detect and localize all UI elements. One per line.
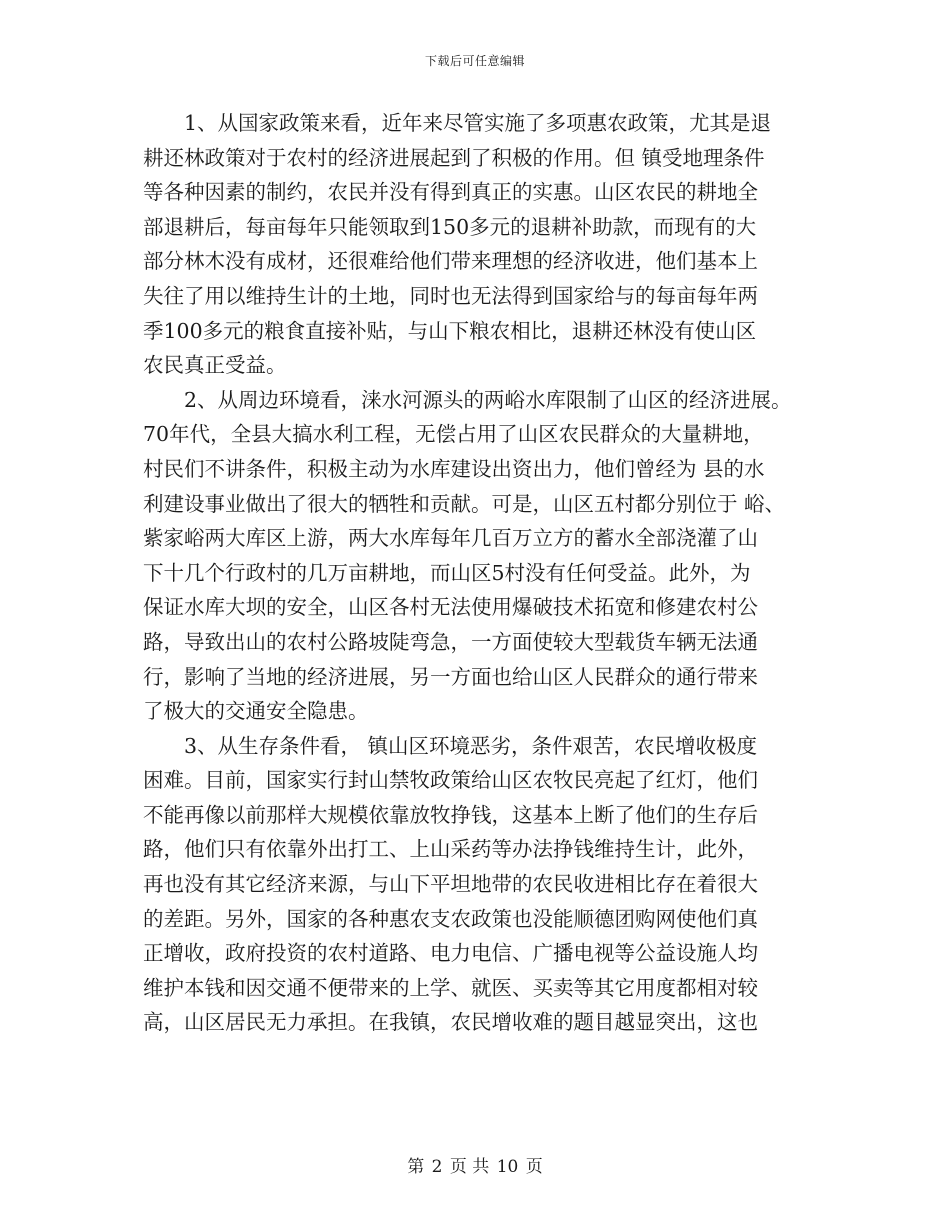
text-line: 失往了用以维持生计的土地，同时也无法得到国家给与的每亩每年两 [143,283,758,308]
text-line: 了极大的交通安全隐患。 [143,699,369,724]
paragraph-3 [143,729,803,1040]
text-line: 部分林木没有成材，还很难给他们带来理想的经济收进，他们基本上 [143,249,758,274]
text-line: 正增收，政府投资的农村道路、电力电信、广播电视等公益设施人均 [143,941,758,966]
text-line: 70年代，全县大搞水利工程，无偿占用了山区农民群众的大量耕地， [143,422,764,447]
footer-prefix: 第 [407,1157,425,1177]
text-line: 利建设事业做出了很大的牺牲和贡献。可是，山区五村都分别位于 峪、 [143,491,786,516]
text-line: 维护本钱和因交通不便带来的上学、就医、买卖等其它用度都相对较 [143,975,758,1000]
text-line: 农民真正受益。 [143,353,287,378]
text-line: 下十几个行政村的几万亩耕地，而山区5村没有任何受益。此外，为 [143,560,751,585]
text-line: 2、从周边环境看，涞水河源头的两峪水库限制了山区的经济进展。 [184,387,792,412]
paragraph-2 [143,383,803,729]
text-line: 保证水库大坝的安全，山区各村无法使用爆破技术拓宽和修建农村公 [143,595,758,620]
page-footer [0,1156,950,1178]
page-header: 下载后可任意编辑 [424,54,525,68]
text-line: 行，影响了当地的经济进展，另一方面也给山区人民群众的通行带来 [143,664,758,689]
text-line: 1、从国家政策来看，近年来尽管实施了多项惠农政策，尤其是退 [184,111,772,135]
text-line: 紫家峪两大库区上游，两大水库每年几百万立方的蓄水全部浇灌了山 [143,526,758,551]
text-line: 不能再像以前那样大规模依靠放牧挣钱，这基本上断了他们的生存后 [143,802,758,827]
text-line: 高，山区居民无力承担。在我镇，农民增收难的题目越显突出，这也 [143,1010,758,1035]
text-line: 的差距。另外，国家的各种惠农支农政策也没能顺德团购网使他们真 [143,906,758,931]
text-line: 困难。目前，国家实行封山禁牧政策给山区农牧民亮起了红灯，他们 [143,768,758,793]
footer-page-number: 2 [431,1157,443,1177]
text-line: 耕还林政策对于农村的经济进展起到了积极的作用。但 镇受地理条件 [143,145,765,170]
document-body [143,106,803,1040]
footer-total-pages: 10 [496,1157,519,1177]
text-line: 再也没有其它经济来源，与山下平坦地带的农民收进相比存在着很大 [143,872,758,897]
paragraph-1 [143,106,803,383]
text-line: 季100多元的粮食直接补贴，与山下粮农相比，退耕还林没有使山区 [143,318,757,343]
text-line: 等各种因素的制约，农民并没有得到真正的实惠。山区农民的耕地全 [143,180,758,205]
text-line: 部退耕后，每亩每年只能领取到150多元的退耕补助款，而现有的大 [143,214,757,239]
footer-suffix: 页 [525,1157,543,1177]
footer-middle: 页 共 [449,1157,490,1177]
text-line: 路，他们只有依靠外出打工、上山采药等办法挣钱维持生计，此外， [143,837,758,862]
text-line: 3、从生存条件看， 镇山区环境恶劣，条件艰苦，农民增收极度 [184,733,758,758]
text-line: 村民们不讲条件，积极主动为水库建设出资出力，他们曾经为 县的水 [143,456,765,481]
text-line: 路，导致出山的农村公路坡陡弯急，一方面使较大型载货车辆无法通 [143,629,758,654]
